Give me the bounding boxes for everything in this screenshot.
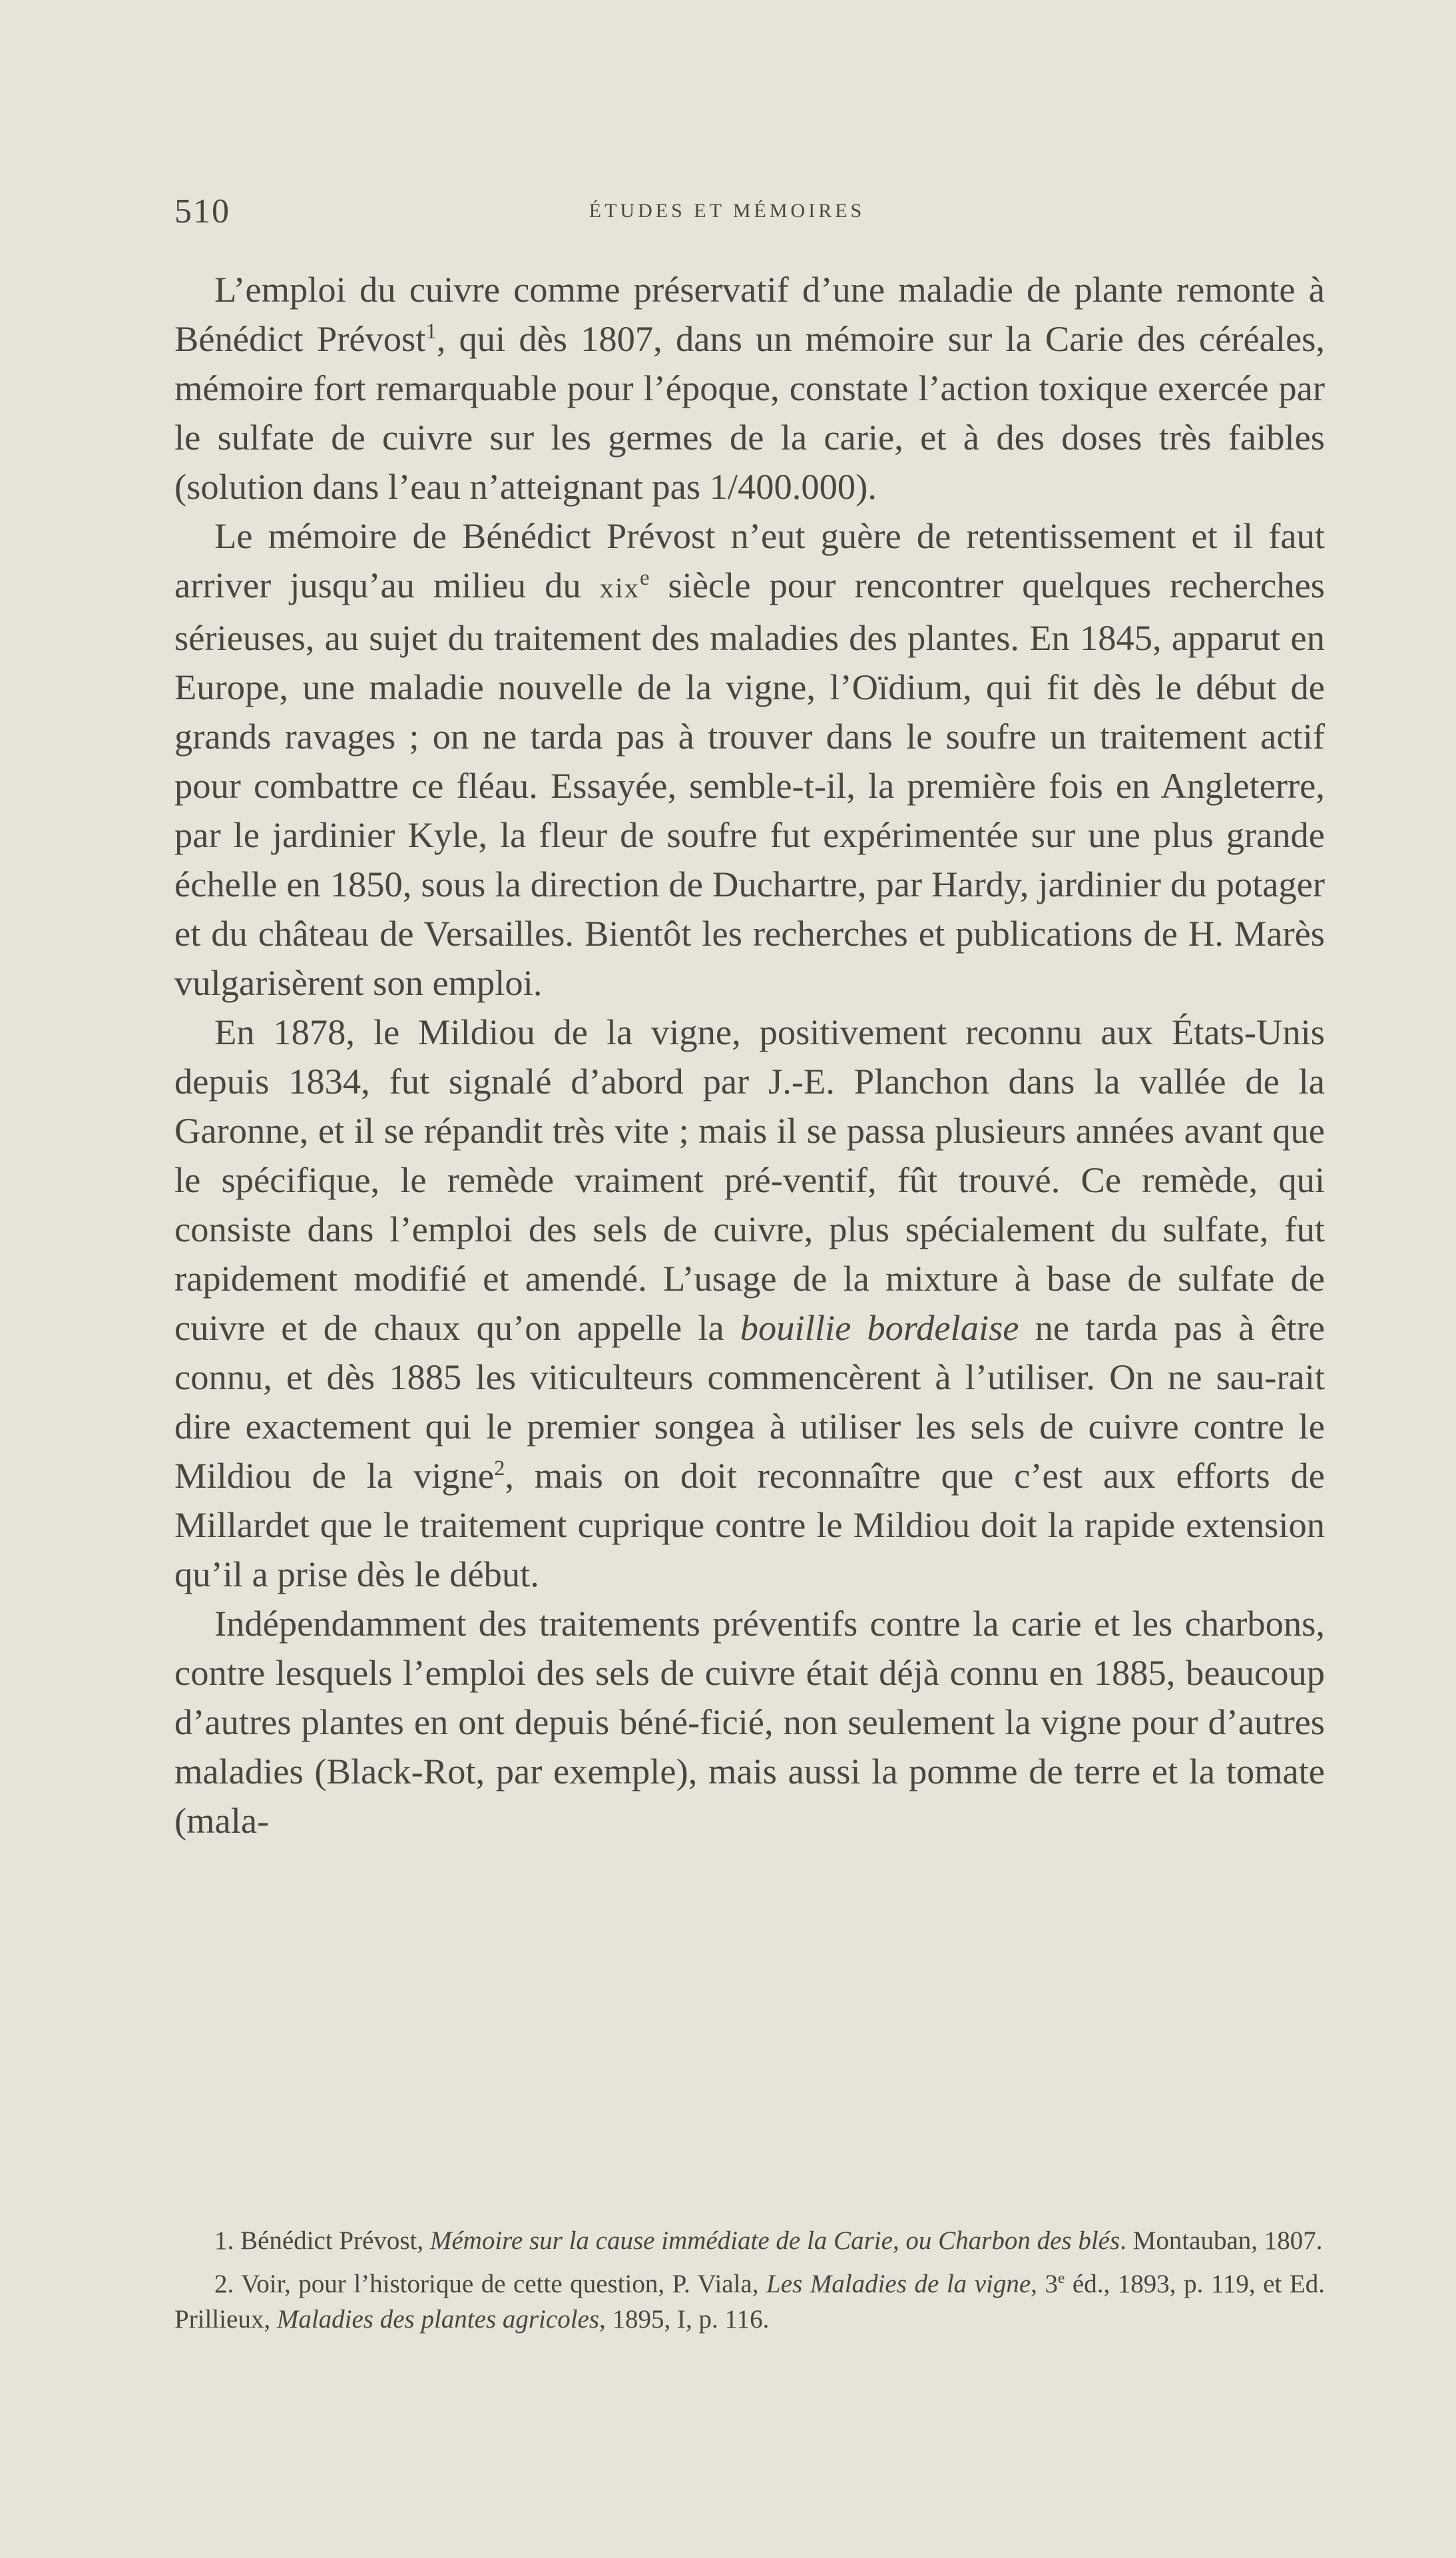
main-text: [174, 265, 1325, 1845]
footnotes: [174, 2223, 1325, 2345]
footnote-ref-2: 2: [494, 1456, 505, 1480]
paragraph-3: En 1878, le Mildiou de la vigne, positivement reconnu aux États-Unis depuis 1834, fut signalé d’abord par J.-E. Planchon dans la vallée de la Garonne, et il se répandit très vite ; mais il se passa plusieurs années avant que le spécifique, le remède vraiment pré-ventif, fût trouvé. Ce remède, qui consiste dans l’emploi des sels de cuivre, plus spécialement du sulfate, fut rapidement modifié et amendé. L’usage de la mixture à base de sulfate de cuivre et de chaux qu’on appelle la bouillie bordelaise ne tarda pas à être connu, et dès 1885 les viticulteurs commencèrent à l’utiliser. On ne sau-rait dire exactement qui le premier songea à utiliser les sels de cuivre contre le Mildiou de la vigne$^2$, mais on doit reconnaître que c’est aux efforts de Millardet que le traitement cuprique contre le Mildiou doit la rapide extension qu’il a prise dès le début.: [174, 1012, 1325, 1594]
page-header: [174, 192, 1280, 232]
footnote-ref-1: 1: [425, 319, 437, 344]
footnote-2: 2. Voir, pour l’historique de cette question, P. Viala, Les Maladies de la vigne, 3e éd., 1893, p. 119, et Ed. Prillieux, Maladies des plantes agricoles, 1895, I, p. 116.: [174, 2270, 1326, 2334]
page-number: 510: [174, 192, 230, 230]
century-numeral: xix: [599, 573, 640, 604]
paragraph-1: L’emploi du cuivre comme préservatif d’une maladie de plante remonte à Bénédict Prévost$^1$, qui dès 1807, dans un mémoire sur la Carie des céréales, mémoire fort remarquable pour l’époque, constate l’action toxique exercée par le sulfate de cuivre sur les germes de la carie, et à des doses très faibles (solution dans l’eau n’atteignant pas 1/400.000).: [174, 269, 1325, 507]
footnote-1: 1. Bénédict Prévost, Mémoire sur la cause immédiate de la Carie, ou Charbon des blés. Montauban, 1807.: [214, 2226, 1323, 2255]
paragraph-4: Indépendamment des traitements préventifs contre la carie et les charbons, contre lesquels l’emploi des sels de cuivre était déjà connu en 1885, beaucoup d’autres plantes en ont depuis béné-ficié, non seulement la vigne pour d’autres maladies (Black-Rot, par exemple), mais aussi la pomme de terre et la tomate (mala-: [174, 1603, 1325, 1841]
running-head: ÉTUDES ET MÉMOIRES: [589, 200, 865, 222]
paragraph-2: Le mémoire de Bénédict Prévost n’eut guère de retentissement et il faut arriver jusqu’au milieu du xix$^e$ siècle pour rencontrer quelques recherches sérieuses, au sujet du traitement des maladies des plantes. En 1845, apparut en Europe, une maladie nouvelle de la vigne, l’Oïdium, qui fit dès le début de grands ravages ; on ne tarda pas à trouver dans le soufre un traitement actif pour combattre ce fléau. Essayée, semble-t-il, la première fois en Angleterre, par le jardinier Kyle, la fleur de soufre fut expérimentée sur une plus grande échelle en 1850, sous la direction de Duchartre, par Hardy, jardinier du potager et du château de Versailles. Bientôt les recherches et publications de H. Marès vulgarisèrent son emploi.: [174, 515, 1325, 1003]
italic-term: bouillie bordelaise: [740, 1307, 1019, 1348]
